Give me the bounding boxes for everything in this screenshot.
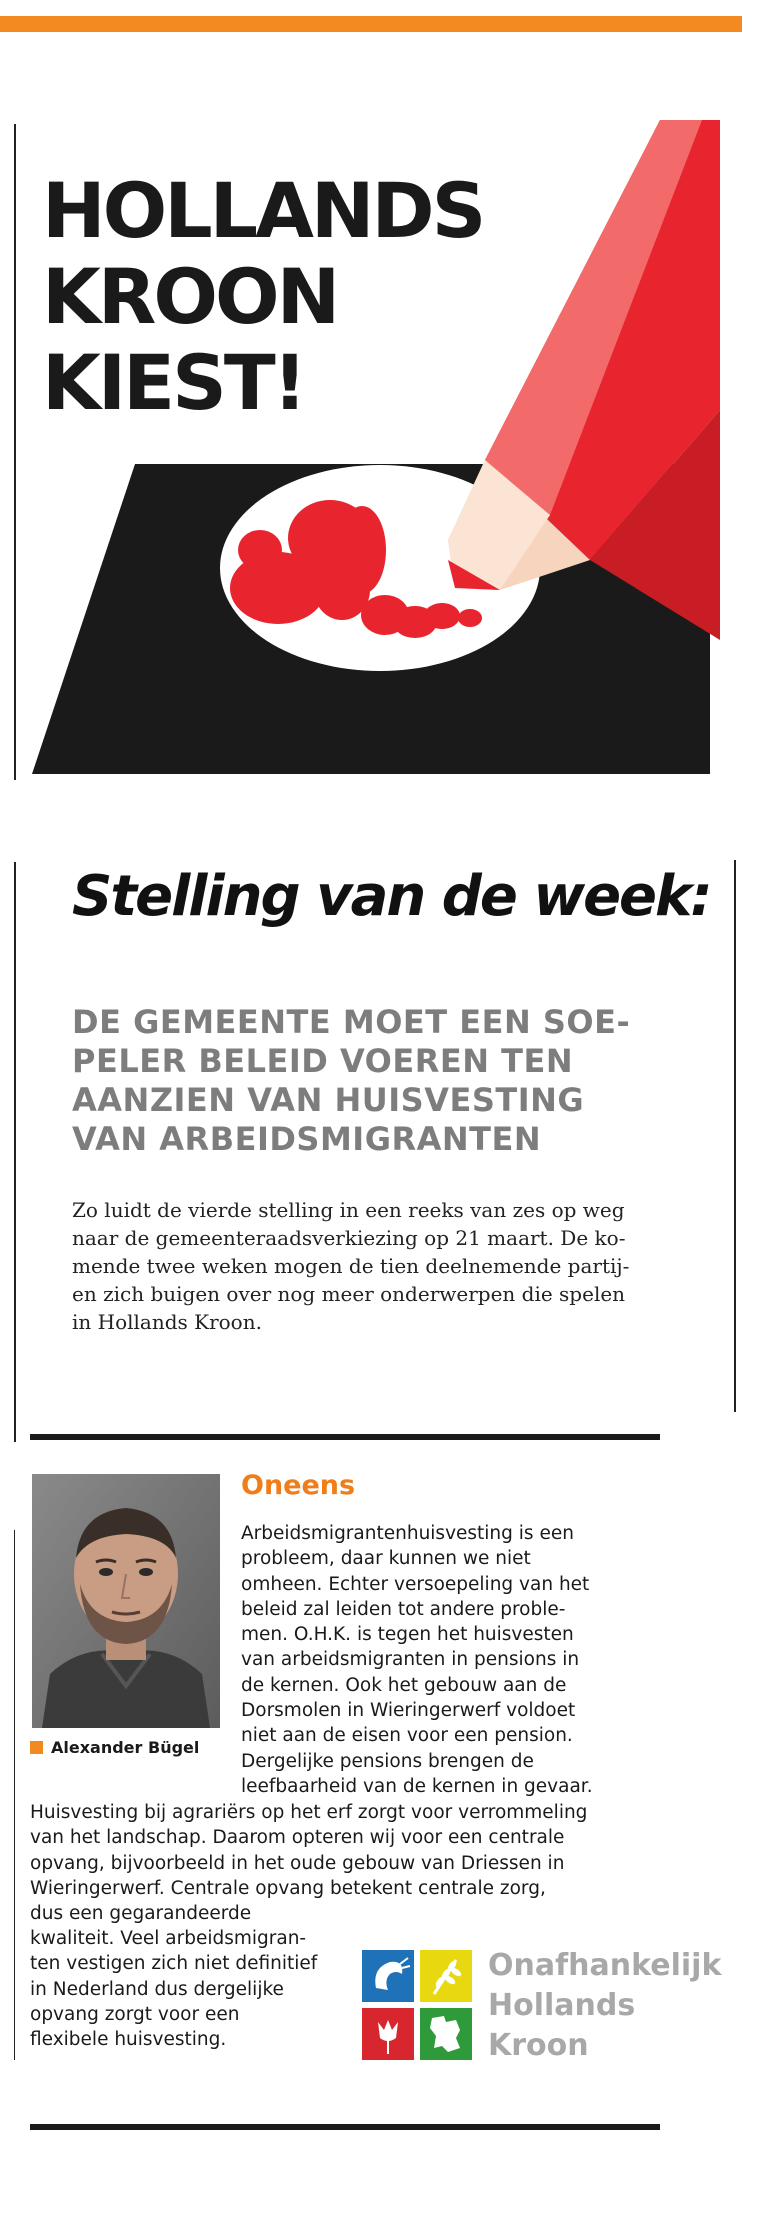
party-logo-mark	[362, 1950, 474, 2062]
intro-line: Zo luidt de vierde stelling in een reeks van zes op weg	[72, 1198, 625, 1222]
opinion-line: opvang, bijvoorbeeld in het oude gebouw van Driessen in	[30, 1852, 565, 1874]
opinion-line: men. O.H.K. is tegen het huisvesten	[241, 1624, 574, 1646]
opinion-line: Dergelijke pensions brengen de	[241, 1750, 534, 1772]
intro-line: naar de gemeenteraadsverkiezing op 21 maart. De ko-	[72, 1226, 626, 1250]
party-logo-name	[488, 1946, 748, 2066]
statement-line: AANZIEN VAN HUISVESTING	[72, 1081, 585, 1119]
opinion-line: omheen. Echter versoepeling van het	[241, 1573, 590, 1595]
opinion-line: Huisvesting bij agrariërs op het erf zorgt voor verrommeling	[30, 1802, 588, 1823]
hero-title-line: KIEST!	[42, 338, 305, 427]
opinion-line: Arbeidsmigrantenhuisvesting is een	[241, 1523, 574, 1544]
opinion-line: niet aan de eisen voor een pension.	[241, 1725, 573, 1747]
shrimp-icon	[362, 1950, 414, 2002]
wheat-icon	[420, 1950, 472, 2002]
hero-title-line: KROON	[42, 252, 338, 341]
intro-line: mende twee weken mogen de tien deelnemende partij-	[72, 1254, 630, 1278]
section-divider-top	[30, 1434, 660, 1440]
party-name-line: Hollands	[488, 1988, 636, 2023]
party-name-line: Onafhankelijk	[488, 1948, 722, 1983]
statement-line: DE GEMEENTE MOET EEN SOE-	[72, 1003, 631, 1041]
statement-left-rule	[14, 862, 16, 1442]
opinion-line: probleem, daar kunnen we niet	[241, 1548, 531, 1570]
opinion-line: beleid zal leiden tot andere proble-	[241, 1598, 566, 1620]
opinion-line: in Nederland dus dergelijke	[30, 1978, 284, 2000]
opinion-line: de kernen. Ook het gebouw aan de	[241, 1674, 567, 1696]
top-accent-bar	[0, 16, 742, 32]
opinion-text-tail	[30, 1926, 317, 2052]
opinion-line: van het landschap. Daarom opteren wij voor een centrale	[30, 1827, 565, 1849]
opinion-line: ten vestigen zich niet definitief	[30, 1953, 318, 1975]
author-portrait-icon	[32, 1474, 220, 1728]
author-photo	[32, 1474, 220, 1728]
verdict-label: Oneens	[241, 1470, 356, 1501]
caption-marker-icon	[30, 1741, 43, 1754]
author-name: Alexander Bügel	[51, 1738, 200, 1757]
stelling-title: Stelling van de week:	[72, 864, 711, 929]
section-divider-bottom	[30, 2124, 660, 2130]
opinion-left-rule	[14, 1530, 15, 2060]
intro-line: in Hollands Kroon.	[72, 1310, 262, 1334]
opinion-text-narrow	[241, 1521, 593, 1799]
statement-headline	[72, 1003, 652, 1159]
author-caption	[30, 1738, 230, 1757]
opinion-line: van arbeidsmigranten in pensions in	[241, 1649, 580, 1671]
opinion-line: dus een gegarandeerde	[30, 1903, 252, 1925]
opinion-text-wide	[30, 1800, 587, 1926]
tulip-icon	[362, 2008, 414, 2060]
statement-right-rule	[734, 860, 736, 1412]
opinion-line: Dorsmolen in Wieringerwerf voldoet	[241, 1700, 576, 1722]
statement-line: PELER BELEID VOEREN TEN	[72, 1042, 574, 1080]
opinion-line: flexibele huisvesting.	[30, 2029, 227, 2051]
statement-line: VAN ARBEIDSMIGRANTEN	[72, 1120, 542, 1158]
opinion-line: kwaliteit. Veel arbeidsmigran-	[30, 1928, 307, 1949]
intro-paragraph	[72, 1196, 682, 1336]
hero-title	[42, 168, 522, 426]
opinion-line: leefbaarheid van de kernen in gevaar.	[241, 1775, 593, 1797]
hero-title-line: HOLLANDS	[42, 166, 484, 255]
party-name-line: Kroon	[488, 2028, 589, 2063]
hero-left-rule	[14, 124, 16, 780]
map-outline-icon	[420, 2008, 472, 2060]
intro-line: en zich buigen over nog meer onderwerpen die spelen	[72, 1282, 626, 1306]
opinion-line: opvang zorgt voor een	[30, 2003, 240, 2025]
opinion-line: Wieringerwerf. Centrale opvang betekent centrale zorg,	[30, 1877, 546, 1899]
